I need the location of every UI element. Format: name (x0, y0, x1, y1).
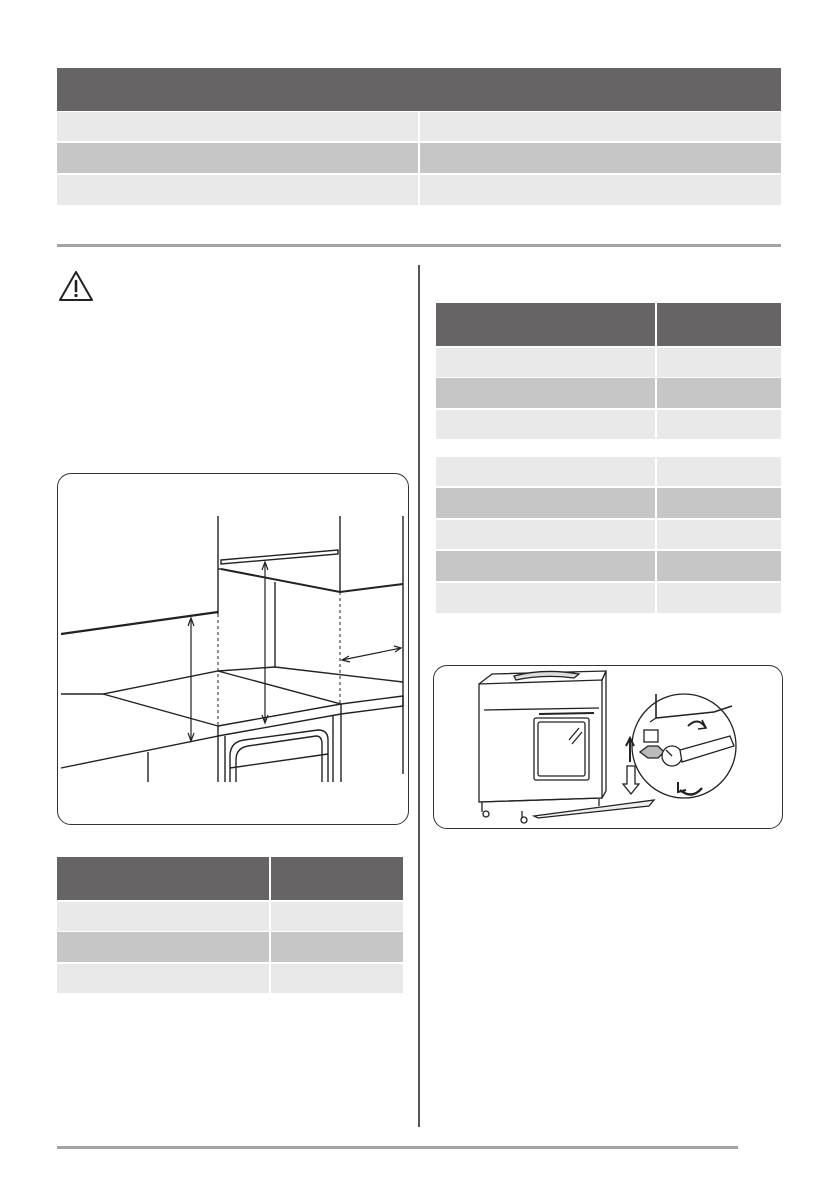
table-row (57, 932, 403, 962)
column-divider (269, 857, 271, 900)
table-row (57, 902, 403, 931)
table-row (57, 112, 781, 141)
column-divider (418, 175, 420, 205)
cabinet-installation-diagram (57, 473, 409, 825)
table-row (436, 378, 781, 408)
table-row (436, 551, 781, 581)
table-row (436, 410, 781, 439)
table-row (436, 488, 781, 518)
column-divider (655, 457, 657, 486)
top-table-header (57, 68, 781, 111)
table-row (436, 348, 781, 377)
cooker-leveling-diagram (433, 665, 783, 829)
column-divider (418, 112, 420, 141)
column-rule (418, 265, 420, 1127)
table-row (57, 175, 781, 205)
column-divider (655, 378, 657, 408)
right-table-header (436, 303, 781, 346)
column-divider (655, 520, 657, 549)
column-divider (655, 583, 657, 613)
column-divider (418, 143, 420, 173)
column-divider (269, 902, 271, 931)
column-divider (655, 303, 657, 346)
section-rule (57, 244, 781, 247)
footer-rule (57, 1146, 738, 1149)
table-row (57, 143, 781, 173)
table-row (436, 520, 781, 549)
left-table (57, 857, 403, 993)
column-divider (655, 551, 657, 581)
table-row (57, 964, 403, 993)
column-divider (269, 932, 271, 962)
column-divider (655, 488, 657, 518)
column-divider (655, 410, 657, 439)
top-table (57, 68, 781, 205)
right-table (436, 303, 781, 613)
table-row (436, 457, 781, 486)
column-divider (655, 348, 657, 377)
table-row (436, 583, 781, 613)
left-table-header (57, 857, 403, 900)
column-divider (269, 964, 271, 993)
warning-triangle-icon (58, 270, 94, 302)
